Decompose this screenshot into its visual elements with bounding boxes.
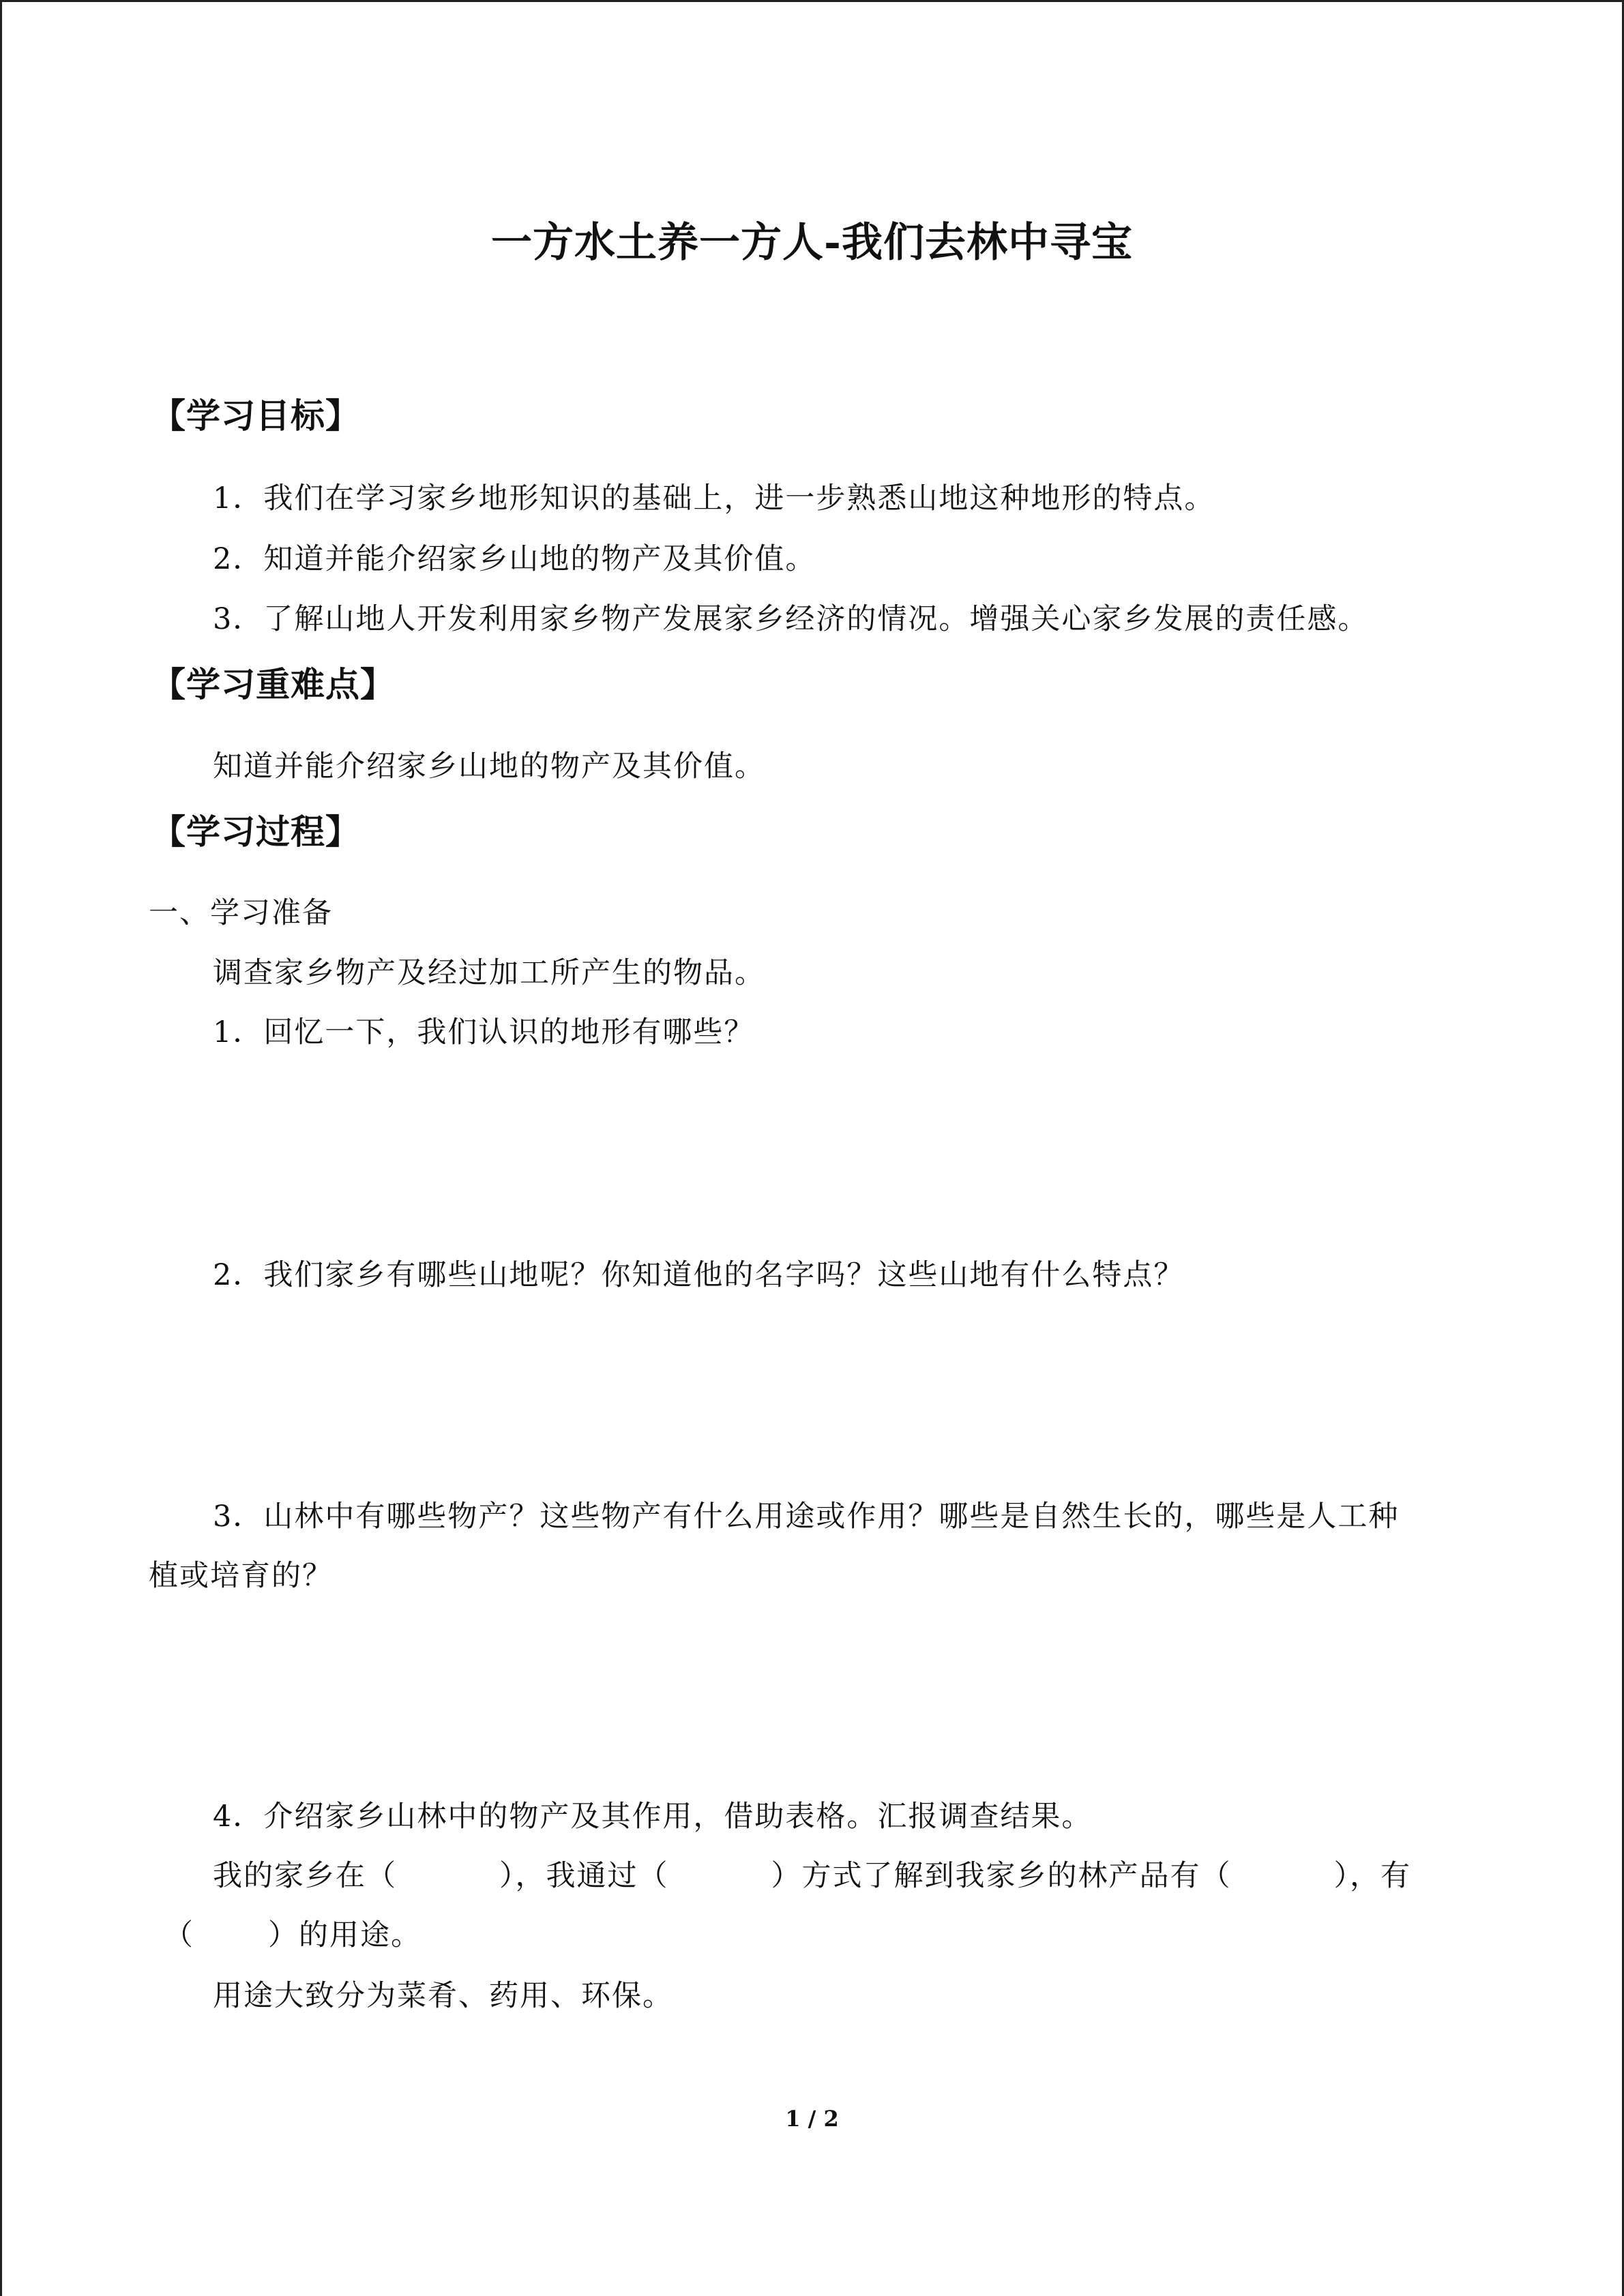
fill-text-open-paren: （ xyxy=(164,1918,194,1952)
uses-summary: 用途大致分为菜肴、药用、环保。 xyxy=(213,1979,673,2013)
document-title: 一方水土养一方人-我们去林中寻宝 xyxy=(491,219,1133,267)
goal-item-2: 2．知道并能介绍家乡山地的物产及其价值。 xyxy=(213,542,816,576)
goal-item-1: 1．我们在学习家乡地形知识的基础上，进一步熟悉山地这种地形的特点。 xyxy=(213,481,1215,516)
question-1: 1．回忆一下，我们认识的地形有哪些？ xyxy=(213,1015,755,1049)
fill-text-have: ），有 xyxy=(1333,1859,1411,1893)
fill-text-uses: ）的用途。 xyxy=(268,1918,422,1952)
fill-in-line-2 xyxy=(149,1912,422,1954)
heading-learning-process: 【学习过程】 xyxy=(151,811,360,852)
fill-text-method: ），我通过（ xyxy=(499,1859,669,1893)
heading-learning-goals: 【学习目标】 xyxy=(151,396,360,436)
fill-text-hometown: 我的家乡在（ xyxy=(213,1859,397,1893)
question-4: 4．介绍家乡山林中的物产及其作用，借助表格。汇报调查结果。 xyxy=(213,1800,1093,1834)
goal-item-3: 3．了解山地人开发利用家乡物产发展家乡经济的情况。增强关心家乡发展的责任感。 xyxy=(213,602,1369,636)
heading-key-points: 【学习重难点】 xyxy=(151,664,395,704)
preparation-intro: 调查家乡物产及经过加工所产生的物品。 xyxy=(213,956,765,990)
page-number: 1 / 2 xyxy=(785,2106,839,2132)
question-3-line-1: 3．山林中有哪些物产？这些物产有什么用途或作用？哪些是自然生长的，哪些是人工种 xyxy=(213,1500,1400,1534)
fill-text-products: ）方式了解到我家乡的林产品有（ xyxy=(771,1859,1232,1893)
question-3-line-2: 植或培育的？ xyxy=(149,1559,333,1593)
question-2: 2．我们家乡有哪些山地呢？你知道他的名字吗？这些山地有什么特点？ xyxy=(213,1258,1185,1292)
section-title-preparation: 一、学习准备 xyxy=(149,896,333,930)
key-points-text: 知道并能介绍家乡山地的物产及其价值。 xyxy=(213,749,765,784)
fill-in-line-1 xyxy=(213,1853,1411,1894)
